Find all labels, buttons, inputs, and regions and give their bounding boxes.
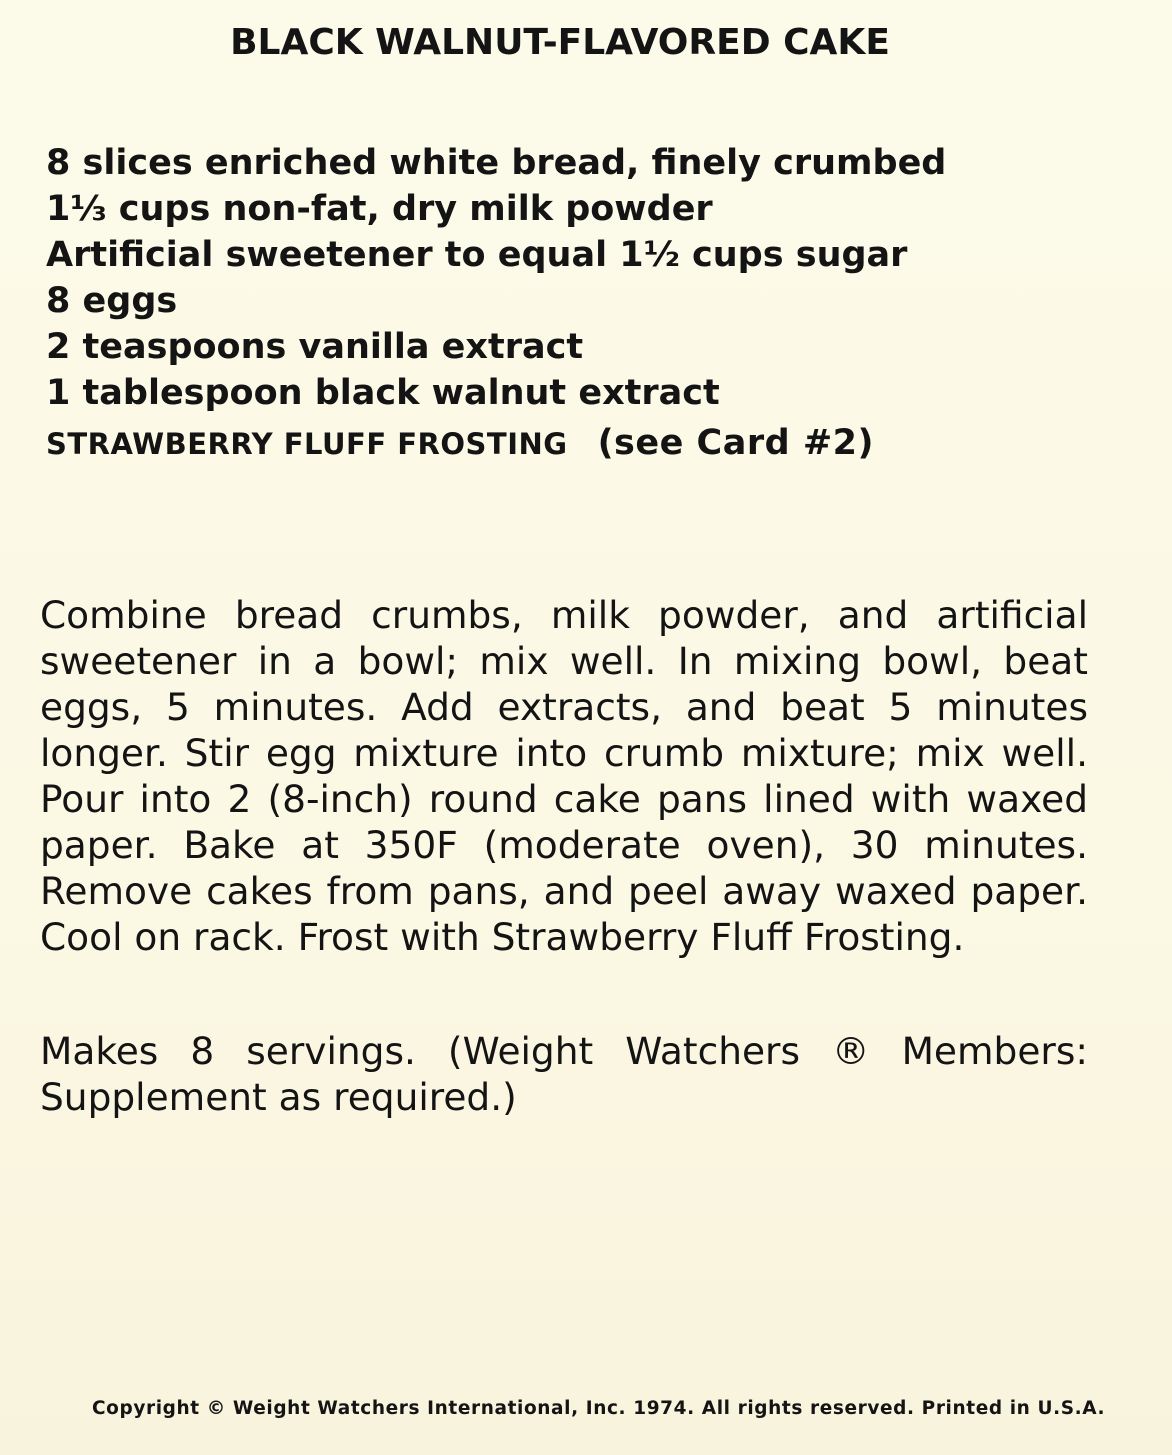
recipe-directions: Combine bread crumbs, milk powder, and artificial sweetener in a bowl; mix well. In mixing bowl, beat eggs, 5 minutes. Add extracts, and beat 5 minutes longer. Stir egg mixture into crumb mixture; mix well. Pour into 2 (8-inch) round cake pans lined with waxed paper. Bake at 350F (moderate oven), 30 minutes. Remove cakes from pans, and peel away waxed paper. Cool on rack. Frost with Strawberry Fluff Frosting. (40, 593, 1088, 959)
ingredient-list (46, 140, 1126, 467)
copyright-notice: Copyright © Weight Watchers International, Inc. 1974. All rights reserved. Printed in U.S.A. (92, 1398, 1106, 1419)
ingredient-item: 8 slices enriched white bread, finely crumbed (46, 143, 947, 183)
frosting-name: STRAWBERRY FLUFF FROSTING (46, 427, 568, 461)
frosting-card-reference: (see Card #2) (597, 423, 875, 463)
frosting-item (46, 420, 1126, 467)
recipe-servings: Makes 8 servings. (Weight Watchers ® Members: Supplement as required.) (40, 1029, 1088, 1119)
ingredient-item: Artificial sweetener to equal 1½ cups sugar (46, 235, 908, 275)
ingredient-item: 1 tablespoon black walnut extract (46, 373, 720, 413)
ingredient-item: 2 teaspoons vanilla extract (46, 327, 584, 367)
ingredient-item: 8 eggs (46, 281, 178, 321)
recipe-title: BLACK WALNUT-FLAVORED CAKE (230, 22, 890, 63)
ingredient-item: 1⅓ cups non-fat, dry milk powder (46, 189, 713, 229)
